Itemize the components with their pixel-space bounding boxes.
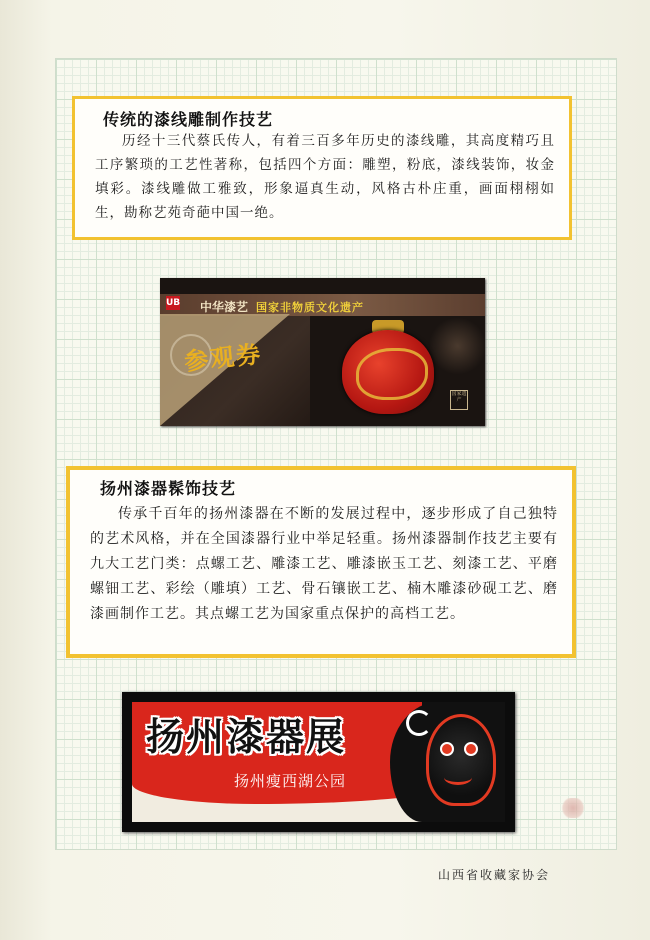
opera-mask-icon [426, 714, 496, 806]
ticket2-title: 扬州漆器展 [146, 714, 347, 759]
footer-organization: 山西省收藏家协会 [438, 868, 551, 882]
section2-body: 传承千百年的扬州漆器在不断的发展过程中，逐步形成了自己独特的艺术风格，并在全国漆器行业中举足轻重。扬州漆器制作技艺主要有九大工艺门类：点螺工艺、雕漆工艺、雕漆嵌玉工艺、刻漆工艺、平磨螺钿工艺、彩绘（雕填）工艺、骨石镶嵌工艺、楠木雕漆砂砚工艺、磨漆画制作工艺。其点螺工艺为国家重点保护的高档工艺。 [90, 506, 558, 622]
ticket1-stamp: 国家遗产 [450, 390, 468, 410]
mask-mouth [444, 770, 472, 785]
section1-textbox [72, 96, 572, 240]
ticket1-right-decoration [430, 316, 485, 376]
ticket2-subtitle: 扬州瘦西湖公园 [234, 772, 347, 790]
section1-body: 历经十三代蔡氏传人，有着三百多年历史的漆线雕，其高度精巧且工序繁琐的工艺性著称，包括四个方面：雕塑，粉底，漆线装饰，妆金填彩。漆线雕做工雅致，形象逼真生动，风格古朴庄重，画面栩栩如生，勘称艺苑奇葩中国一绝。 [95, 133, 555, 221]
cloud-scroll-icon [406, 710, 432, 736]
lacquer-heritage-ticket [160, 278, 485, 426]
stain-mark [560, 798, 586, 818]
ticket1-brand: 中华漆艺 [200, 300, 249, 314]
gold-dragon-icon [356, 348, 428, 400]
ticket1-logo: UB [166, 298, 181, 308]
ticket1-heritage-label: 国家非物质文化遗产 [256, 301, 364, 314]
section2-textbox [66, 466, 576, 658]
mask-right-eye [464, 742, 478, 756]
mask-left-eye [440, 742, 454, 756]
yangzhou-lacquer-exhibition-ticket [122, 692, 515, 832]
section2-title: 扬州漆器髹饰技艺 [100, 479, 237, 498]
section1-title: 传统的漆线雕制作技艺 [103, 110, 274, 129]
ticket1-title: 参观券 [182, 338, 264, 376]
